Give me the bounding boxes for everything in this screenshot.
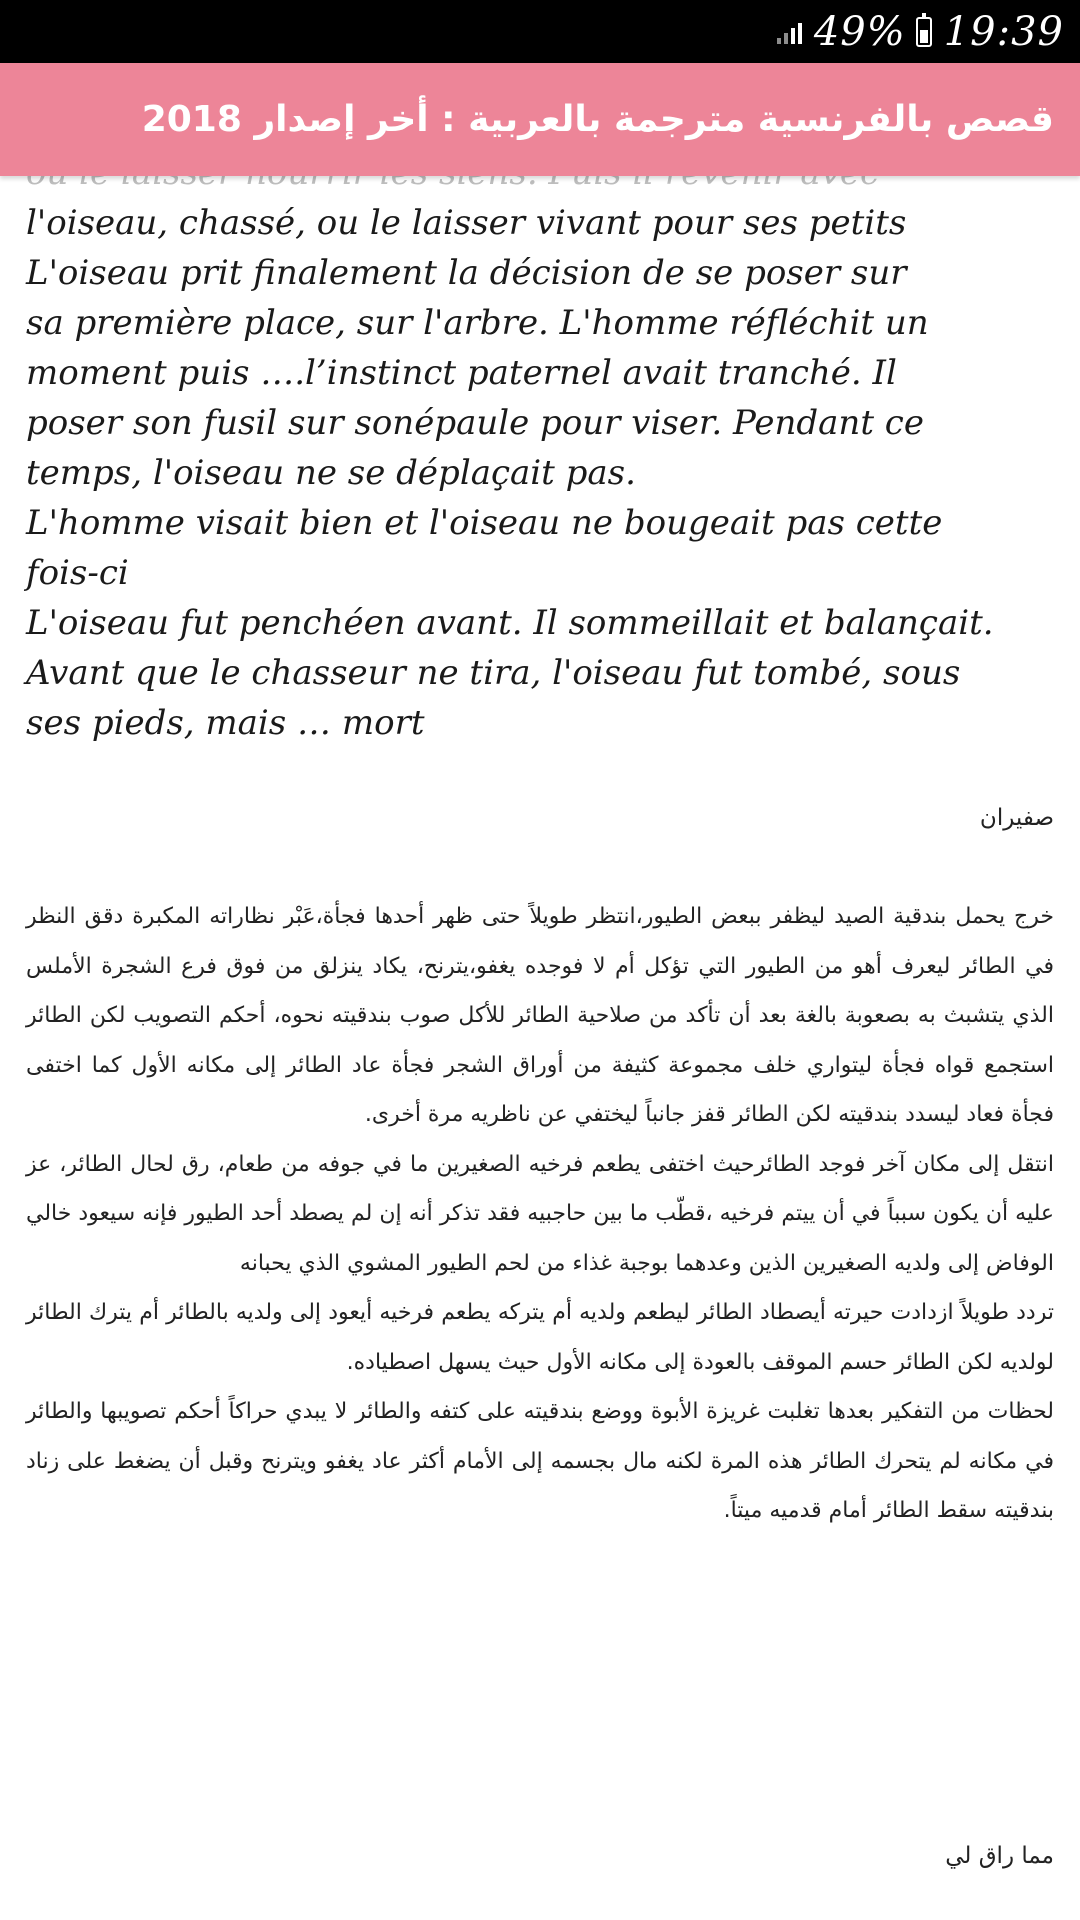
french-line: poser son fusil sur sonépaule pour viser. Pendant ce — [26, 403, 924, 443]
arabic-source-note: مما راق لي — [945, 1843, 1054, 1869]
french-story-text — [26, 148, 1066, 748]
arabic-story-title: صفيران — [979, 805, 1054, 831]
story-content[interactable] — [0, 176, 1080, 1920]
french-line: sa première place, sur l'arbre. L'homme réfléchit un — [26, 303, 929, 343]
arabic-paragraph: خرج يحمل بندقية الصيد ليظفر ببعض الطيور،انتظر طويلاً حتى ظهر أحدها فجأة،عَبْر نظاراته المكبرة دقق النظر في الطائر ليعرف أهو من الطيور التي تؤكل أم لا فوجده يغفو،يترنح، يكاد ينزلق من فوق فرع الشجرة الأملس الذي يتشبث به بصعوبة بالغة بعد أن تأكد من صلاحية الطائر للأكل صوب بندقيته نحوه، أحكم التصويب لكن الطائر استجمع قواه فجأة ليتواري خلف مجموعة كثيفة من أوراق الشجر فجأة عاد الطائر إلى مكانه الأول كما اختفى فجأة فعاد ليسدد بندقيته لكن الطائر قفز جانباً ليختفي عن ناظريه مرة أخرى. — [26, 904, 1054, 1127]
battery-percentage: 49% — [813, 8, 906, 55]
status-bar — [0, 0, 1080, 63]
french-line: L'homme visait bien et l'oiseau ne bougeait pas cette — [26, 503, 943, 543]
french-line: l'oiseau, chassé, ou le laisser vivant pour ses petits — [26, 203, 907, 243]
french-line: temps, l'oiseau ne se déplaçait pas. — [26, 453, 636, 493]
arabic-story-text — [26, 892, 1054, 1536]
french-line: moment puis ….l’instinct paternel avait tranché. Il — [26, 353, 897, 393]
app-bar — [0, 63, 1080, 176]
page-title: قصص بالفرنسية مترجمة بالعربية : أخر إصدار 2018 — [141, 99, 1054, 140]
battery-icon — [916, 17, 932, 47]
french-line: ses pieds, mais … mort — [26, 703, 425, 743]
french-line: Avant que le chasseur ne tira, l'oiseau fut tombé, sous — [26, 653, 961, 693]
signal-icon — [777, 20, 802, 44]
arabic-paragraph: تردد طويلاً ازدادت حيرته أيصطاد الطائر ليطعم ولديه أم يتركه يطعم فرخيه أيعود إلى ولديه بالطائر أم يترك الطائر لولديه لكن الطائر حسم الموقف بالعودة إلى مكانه الأول حيث يسهل اصطياده. — [26, 1300, 1054, 1375]
arabic-paragraph: لحظات من التفكير بعدها تغلبت غريزة الأبوة ووضع بندقيته على كتفه والطائر لا يبدي حراكاً أحكم تصويبها والطائر في مكانه لم يتحرك الطائر هذه المرة لكنه مال بجسمه إلى الأمام أكثر عاد يغفو ويترنح وقبل أن يضغط على زناد بندقيته سقط الطائر أمام قدميه ميتاً. — [26, 1399, 1054, 1523]
french-line: fois-ci — [26, 553, 129, 593]
arabic-paragraph: انتقل إلى مكان آخر فوجد الطائرحيث اختفى يطعم فرخيه الصغيرين ما في جوفه من طعام، رق لحال الطائر، عز عليه أن يكون سبباً في أن ييتم فرخيه ،قطّب ما بين حاجبيه فقد تذكر أنه إن لم يصطد أحد الطيور فإنه سيعود خالي الوفاض إلى ولديه الصغيرين الذين وعدهما بوجبة غذاء من لحم الطيور المشوي الذي يحبانه — [26, 1151, 1054, 1276]
french-line: L'oiseau fut penchéen avant. Il sommeillait et balançait. — [26, 603, 994, 643]
french-line: L'oiseau prit finalement la décision de se poser sur — [26, 253, 907, 293]
clock: 19:39 — [943, 8, 1064, 55]
